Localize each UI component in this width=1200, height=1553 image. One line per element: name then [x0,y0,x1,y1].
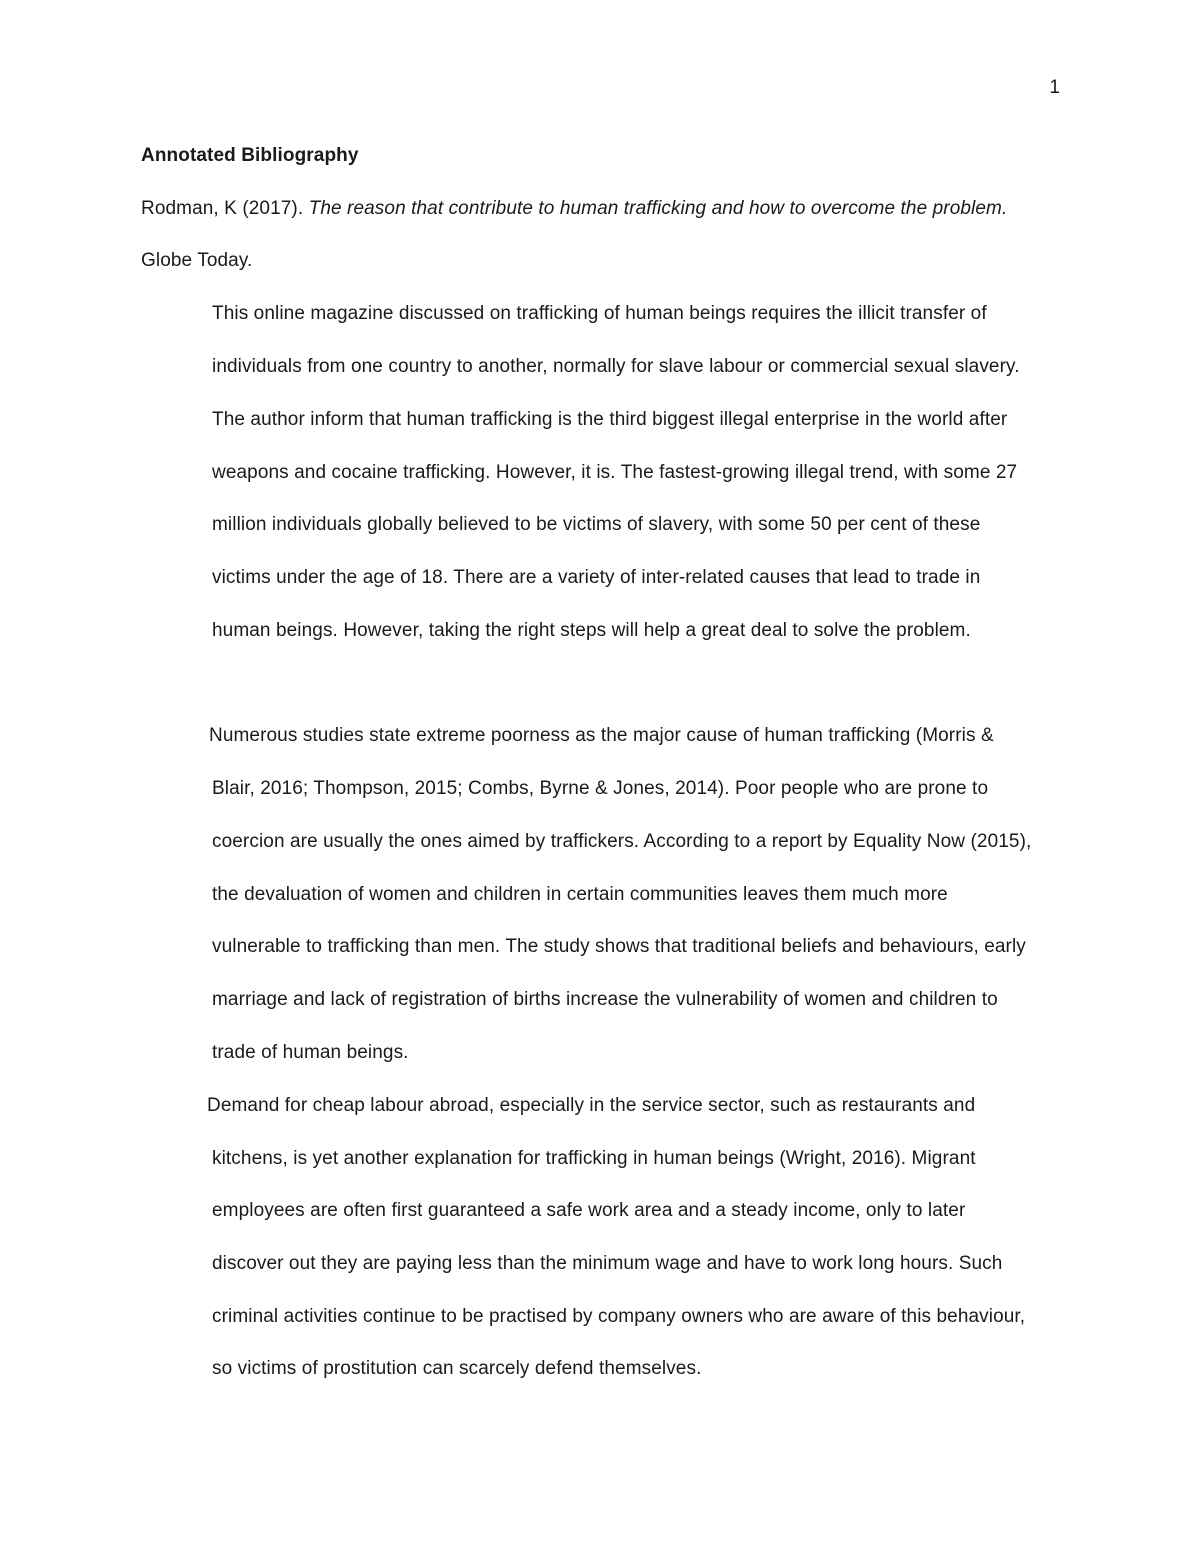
paragraph-line: marriage and lack of registration of births increase the vulnerability of women and children to [212,989,998,1010]
annotation-line: human beings. However, taking the right steps will help a great deal to solve the problem. [212,620,971,641]
paragraph-line: coercion are usually the ones aimed by traffickers. According to a report by Equality Now (2015), [212,831,1032,852]
paragraph-line: so victims of prostitution can scarcely defend themselves. [212,1358,702,1379]
paragraph-line: discover out they are paying less than the minimum wage and have to work long hours. Such [212,1253,1003,1274]
paragraph-line: trade of human beings. [212,1042,409,1063]
annotation-line: The author inform that human trafficking is the third biggest illegal enterprise in the world after [212,409,1008,430]
paragraph-line: the devaluation of women and children in certain communities leaves them much more [212,884,948,905]
citation-author-year: Rodman, K (2017). [141,198,304,219]
citation-article-title: The reason that contribute to human trafficking and how to overcome the problem [308,198,1002,219]
annotation-line: weapons and cocaine trafficking. However, it is. The fastest-growing illegal trend, with some 27 [212,462,1018,483]
paragraph-line: criminal activities continue to be practised by company owners who are aware of this behaviour, [212,1306,1026,1327]
paragraph-line: Numerous studies state extreme poorness as the major cause of human trafficking (Morris & [209,725,994,746]
annotation-line: individuals from one country to another, normally for slave labour or commercial sexual slavery. [212,356,1020,377]
citation-publisher: Globe Today. [141,250,253,271]
paragraph-line: employees are often first guaranteed a safe work area and a steady income, only to later [212,1200,966,1221]
annotation-line: million individuals globally believed to be victims of slavery, with some 50 per cent of these [212,514,981,535]
document-title: Annotated Bibliography [141,145,359,166]
page-number: 1 [1049,77,1060,98]
citation-line-1 [141,197,1007,221]
paragraph-line: vulnerable to trafficking than men. The study shows that traditional beliefs and behaviours, early [212,936,1026,957]
annotation-line: victims under the age of 18. There are a variety of inter-related causes that lead to trade in [212,567,981,588]
paragraph-line: kitchens, is yet another explanation for trafficking in human beings (Wright, 2016). Migrant [212,1148,976,1169]
paragraph-line: Blair, 2016; Thompson, 2015; Combs, Byrne & Jones, 2014). Poor people who are prone to [212,778,989,799]
paragraph-line: Demand for cheap labour abroad, especially in the service sector, such as restaurants and [207,1095,976,1116]
annotation-line: This online magazine discussed on trafficking of human beings requires the illicit transfer of [212,303,987,324]
citation-end-period: . [1001,198,1008,219]
